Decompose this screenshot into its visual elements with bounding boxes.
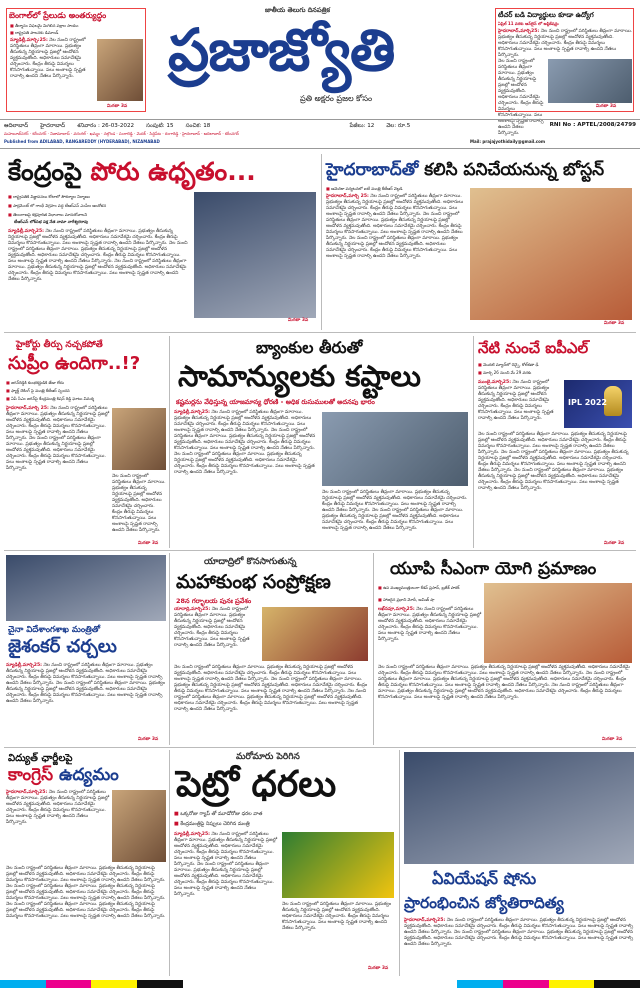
- story-ipl[interactable]: [476, 336, 636, 548]
- column-divider-4: [169, 553, 170, 745]
- story8-text-2: నెల నుంచి రాష్ట్రంలో పరిస్థితులు తీవ్రంగా మారాయి. ప్రభుత్వం తీసుకున్న నిర్ణయాలపై ప్రజల్లో ఆందోళన వ్యక్తమవుతోంది. అధికారులు సమావేశమై చర్చించారు. కేంద్రం తీరుపై విమర్శలు కొనసాగుతున్నాయి. పలు అంశాలపై స్పష్టత రావాల్సి ఉందని నేతలు పేర్కొన్నారు.: [6, 866, 166, 883]
- lead-text-3: నెల నుంచి రాష్ట్రంలో పరిస్థితులు తీవ్రంగా మారాయి. ప్రభుత్వం తీసుకున్న నిర్ణయాలపై ప్రజల్లో ఆందోళన వ్యక్తమవుతోంది. అధికారులు సమావేశమై చర్చించారు. కేంద్రం తీరుపై విమర్శలు కొనసాగుతున్నాయి. పలు అంశాలపై స్పష్టత రావాల్సి ఉందని నేతలు పేర్కొన్నారు.: [174, 452, 315, 475]
- ipl-byline: ముంబై,మార్చి25:: [478, 380, 512, 385]
- column-divider-3: [473, 336, 474, 548]
- story8-headline-red: కాంగ్రెస్: [8, 765, 54, 785]
- left-teaser-title: బెంగాల్‌లో ప్రేలుడు అంతర్యుద్ధం: [9, 11, 107, 20]
- story6-text-3: నెల నుంచి రాష్ట్రంలో పరిస్థితులు తీవ్రంగా మారాయి. ప్రభుత్వం తీసుకున్న నిర్ణయాలపై ప్రజల్లో ఆందోళన వ్యక్తమవుతోంది. అధికారులు సమావేశమై చర్చించారు. కేంద్రం తీరుపై విమర్శలు కొనసాగుతున్నాయి. పలు అంశాలపై స్పష్టత రావాల్సి ఉందని నేతలు పేర్కొన్నారు.: [174, 677, 368, 694]
- story3-headline: సుప్రీం ఉందిగా..!?: [8, 353, 141, 374]
- ipl-more[interactable]: మిగతా 3వ: [604, 541, 625, 546]
- story1-bullet-2: ■ పార్లమెంట్ లో గాంధీ విగ్రహం వద్ద టీఆర్ఎస్ ఎంపీల ఆందోళన: [8, 203, 188, 208]
- story5-text-2: నెల నుంచి రాష్ట్రంలో పరిస్థితులు తీవ్రంగా మారాయి. ప్రభుత్వం తీసుకున్న నిర్ణయాలపై ప్రజల్లో ఆందోళన వ్యక్తమవుతోంది. అధికారులు సమావేశమై చర్చించారు. కేంద్రం తీరుపై విమర్శలు కొనసాగుతున్నాయి. పలు అంశాలపై స్పష్టత రావాల్సి ఉందని నేతలు పేర్కొన్నారు.: [6, 681, 166, 704]
- story3-body: [6, 406, 110, 540]
- story3-text-2: నెల నుంచి రాష్ట్రంలో పరిస్థితులు తీవ్రంగా మారాయి. ప్రభుత్వం తీసుకున్న నిర్ణయాలపై ప్రజల్లో ఆందోళన వ్యక్తమవుతోంది. అధికారులు సమావేశమై చర్చించారు. కేంద్రం తీరుపై విమర్శలు కొనసాగుతున్నాయి. పలు అంశాలపై స్పష్టత రావాల్సి ఉందని నేతలు పేర్కొన్నారు.: [6, 436, 106, 471]
- column-divider-6: [169, 750, 170, 976]
- petro-bullet-2: ■ కేంద్రమంత్రిపై నిప్పులు చెరిగిన మంత్రి: [174, 822, 394, 827]
- right-teaser-sub: ఏప్రిల్ 11 వరకు ఆన్‌లైన్ లో అప్లికేషన్లు: [498, 21, 559, 26]
- story5-kicker: చైనా విదేశాంగశాఖ మంత్రితో: [8, 625, 101, 635]
- story3-bullet-2: ■ ఫ్యాక్ట్ చెకింగ్‌ పై మంత్రి కేటీఆర్ స్పందన: [6, 388, 166, 393]
- ipl-logo: [564, 380, 632, 428]
- story7-bullet-2: ■ హాజరైన ప్రధాని మోదీ, అమిత్ షా: [378, 597, 482, 602]
- dateline-bar: [0, 119, 640, 149]
- column-divider-2: [169, 336, 170, 548]
- lead-body: [174, 410, 318, 542]
- story6-photo: [262, 607, 368, 661]
- petro-bullet-1: ■ ఒక్కరోజు గ్యాప్ తో మూడోరోజు ధరల వాత: [174, 812, 394, 817]
- story-boston[interactable]: [324, 152, 636, 330]
- ipl-text-2: నెల నుంచి రాష్ట్రంలో పరిస్థితులు తీవ్రంగా మారాయి. ప్రభుత్వం తీసుకున్న నిర్ణయాలపై ప్రజల్లో ఆందోళన వ్యక్తమవుతోంది. అధికారులు సమావేశమై చర్చించారు. కేంద్రం తీరుపై విమర్శలు కొనసాగుతున్నాయి. పలు అంశాలపై స్పష్టత రావాల్సి ఉందని నేతలు పేర్కొన్నారు.: [478, 432, 627, 455]
- story7-byline: లఖ్‌నవూ,మార్చి25:: [378, 607, 415, 612]
- ipl-bullet-2: ■ మార్చి 26 నుంచి మే 29 వరకు: [478, 370, 634, 375]
- petro-body: [174, 832, 278, 964]
- aviation-headline-top: ఏవియేషన్ షోను: [432, 869, 537, 888]
- story2-headline-blue: హైదరాబాద్‌తో: [326, 160, 419, 180]
- aviation-byline: హైదరాబాద్,మార్చి25:: [404, 918, 446, 923]
- story5-more[interactable]: మిగతా 3వ: [138, 737, 159, 742]
- story1-text: నెల నుంచి రాష్ట్రంలో పరిస్థితులు తీవ్రంగా మారాయి. ప్రభుత్వం తీసుకున్న నిర్ణయాలపై ప్రజల్లో ఆందోళన వ్యక్తమవుతోంది. అధికారులు సమావేశమై చర్చించారు. కేంద్రం తీరుపై విమర్శలు కొనసాగుతున్నాయి. పలు అంశాలపై స్పష్టత రావాల్సి ఉందని నేతలు పేర్కొన్నారు.: [8, 229, 178, 246]
- row-divider-2: [4, 550, 636, 551]
- story7-text-3: నెల నుంచి రాష్ట్రంలో పరిస్థితులు తీవ్రంగా మారాయి. ప్రభుత్వం తీసుకున్న నిర్ణయాలపై ప్రజల్లో ఆందోళన వ్యక్తమవుతోంది. అధికారులు సమావేశమై చర్చించారు. కేంద్రం తీరుపై విమర్శలు కొనసాగుతున్నాయి. పలు అంశాలపై స్పష్టత రావాల్సి ఉందని నేతలు పేర్కొన్నారు.: [378, 671, 627, 688]
- story3-more[interactable]: మిగతా 3వ: [138, 541, 159, 546]
- story6-byline: యాదాద్రి,మార్చి25:: [174, 607, 211, 612]
- story1-byline: న్యూఢిల్లీ,మార్చి25:: [8, 229, 44, 234]
- story-congress[interactable]: [4, 750, 168, 976]
- story8-headline: [8, 764, 119, 786]
- story1-text-2: నెల నుంచి రాష్ట్రంలో పరిస్థితులు తీవ్రంగా మారాయి. ప్రభుత్వం తీసుకున్న నిర్ణయాలపై ప్రజల్లో ఆందోళన వ్యక్తమవుతోంది. అధికారులు సమావేశమై చర్చించారు. కేంద్రం తీరుపై విమర్శలు కొనసాగుతున్నాయి. పలు అంశాలపై స్పష్టత రావాల్సి ఉందని నేతలు పేర్కొన్నారు.: [8, 241, 188, 264]
- story7-text: నెల నుంచి రాష్ట్రంలో పరిస్థితులు తీవ్రంగా మారాయి. ప్రభుత్వం తీసుకున్న నిర్ణయాలపై ప్రజల్లో ఆందోళన వ్యక్తమవుతోంది. అధికారులు సమావేశమై చర్చించారు. కేంద్రం తీరుపై విమర్శలు కొనసాగుతున్నాయి. పలు అంశాలపై స్పష్టత రావాల్సి ఉందని నేతలు పేర్కొన్నారు.: [378, 607, 482, 642]
- story2-photo: [470, 188, 632, 320]
- story1-headline: [8, 156, 256, 188]
- story7-text-4: నెల నుంచి రాష్ట్రంలో పరిస్థితులు తీవ్రంగా మారాయి. ప్రభుత్వం తీసుకున్న నిర్ణయాలపై ప్రజల్లో ఆందోళన వ్యక్తమవుతోంది. అధికారులు సమావేశమై చర్చించారు. కేంద్రం తీరుపై విమర్శలు కొనసాగుతున్నాయి. పలు అంశాలపై స్పష్టత రావాల్సి ఉందని నేతలు పేర్కొన్నారు.: [378, 683, 624, 700]
- story8-byline: హైదరాబాద్,మార్చి25:: [6, 790, 48, 795]
- story-jaishankar[interactable]: [4, 553, 168, 745]
- story3-body-2: నెల నుంచి రాష్ట్రంలో పరిస్థితులు తీవ్రంగా మారాయి. ప్రభుత్వం తీసుకున్న నిర్ణయాలపై ప్రజల్లో ఆందోళన వ్యక్తమవుతోంది. అధికారులు సమావేశమై చర్చించారు. కేంద్రం తీరుపై విమర్శలు కొనసాగుతున్నాయి. పలు అంశాలపై స్పష్టత రావాల్సి ఉందని నేతలు పేర్కొన్నారు.: [112, 474, 166, 533]
- story2-more[interactable]: మిగతా 3వ: [604, 321, 625, 326]
- story2-text-2: నెల నుంచి రాష్ట్రంలో పరిస్థితులు తీవ్రంగా మారాయి. ప్రభుత్వం తీసుకున్న నిర్ణయాలపై ప్రజల్లో ఆందోళన వ్యక్తమవుతోంది. అధికారులు సమావేశమై చర్చించారు. కేంద్రం తీరుపై విమర్శలు కొనసాగుతున్నాయి. పలు అంశాలపై స్పష్టత రావాల్సి ఉందని నేతలు పేర్కొన్నారు.: [326, 212, 463, 241]
- right-teaser-byline: హైదరాబాద్,మార్చి25:: [498, 29, 540, 34]
- column-divider-7: [399, 750, 400, 976]
- story8-text-4: నెల నుంచి రాష్ట్రంలో పరిస్థితులు తీవ్రంగా మారాయి. ప్రభుత్వం తీసుకున్న నిర్ణయాలపై ప్రజల్లో ఆందోళన వ్యక్తమవుతోంది. అధికారులు సమావేశమై చర్చించారు. కేంద్రం తీరుపై విమర్శలు కొనసాగుతున్నాయి. పలు అంశాలపై స్పష్టత రావాల్సి ఉందని నేతలు పేర్కొన్నారు.: [6, 902, 166, 919]
- petro-text-3: నెల నుంచి రాష్ట్రంలో పరిస్థితులు తీవ్రంగా మారాయి. ప్రభుత్వం తీసుకున్న నిర్ణయాలపై ప్రజల్లో ఆందోళన వ్యక్తమవుతోంది. అధికారులు సమావేశమై చర్చించారు. కేంద్రం తీరుపై విమర్శలు కొనసాగుతున్నాయి. పలు అంశాలపై స్పష్టత రావాల్సి ఉందని నేతలు పేర్కొన్నారు.: [282, 902, 392, 931]
- color-registration-strip: [0, 980, 640, 988]
- right-teaser-more[interactable]: మిగతా 3వ: [596, 104, 617, 109]
- story6-text-2: నెల నుంచి రాష్ట్రంలో పరిస్థితులు తీవ్రంగా మారాయి. ప్రభుత్వం తీసుకున్న నిర్ణయాలపై ప్రజల్లో ఆందోళన వ్యక్తమవుతోంది. అధికారులు సమావేశమై చర్చించారు. కేంద్రం తీరుపై విమర్శలు కొనసాగుతున్నాయి. పలు అంశాలపై స్పష్టత రావాల్సి ఉందని నేతలు పేర్కొన్నారు.: [174, 665, 357, 682]
- story2-text-3: నెల నుంచి రాష్ట్రంలో పరిస్థితులు తీవ్రంగా మారాయి. ప్రభుత్వం తీసుకున్న నిర్ణయాలపై ప్రజల్లో ఆందోళన వ్యక్తమవుతోంది. అధికారులు సమావేశమై చర్చించారు. కేంద్రం తీరుపై విమర్శలు కొనసాగుతున్నాయి. పలు అంశాలపై స్పష్టత రావాల్సి ఉందని నేతలు పేర్కొన్నారు.: [326, 236, 458, 259]
- petro-byline: న్యూఢిల్లీ,మార్చి25:: [174, 832, 210, 837]
- story-banks[interactable]: [172, 336, 472, 548]
- column-divider: [321, 154, 322, 330]
- slogan: ప్రతి అక్షరం ప్రజల కోసం: [300, 94, 373, 103]
- story3-kicker: హైకోర్టు తీర్పు నచ్చకపోతే: [16, 340, 103, 350]
- lead-photo: [322, 412, 468, 486]
- lead-kicker: బ్యాంకుల తీరుతో: [256, 338, 363, 357]
- story-kendrampai[interactable]: [4, 152, 320, 330]
- lead-text-4: నెల నుంచి రాష్ట్రంలో పరిస్థితులు తీవ్రంగా మారాయి. ప్రభుత్వం తీసుకున్న నిర్ణయాలపై ప్రజల్లో ఆందోళన వ్యక్తమవుతోంది. అధికారులు సమావేశమై చర్చించారు. కేంద్రం తీరుపై విమర్శలు కొనసాగుతున్నాయి. పలు అంశాలపై స్పష్టత రావాల్సి ఉందని నేతలు పేర్కొన్నారు.: [322, 490, 468, 513]
- aviation-photo: [404, 752, 634, 864]
- newspaper-logo[interactable]: ప్రజాజ్యోతి: [168, 16, 395, 84]
- story2-headline: [326, 158, 604, 182]
- right-teaser-text: నెల నుంచి రాష్ట్రంలో పరిస్థితులు తీవ్రంగా మారాయి. ప్రభుత్వం తీసుకున్న నిర్ణయాలపై ప్రజల్లో ఆందోళన వ్యక్తమవుతోంది. అధికారులు సమావేశమై చర్చించారు. కేంద్రం తీరుపై విమర్శలు కొనసాగుతున్నాయి. పలు అంశాలపై స్పష్టత రావాల్సి ఉందని నేతలు పేర్కొన్నారు.: [498, 29, 633, 58]
- dateline-editions: మహబూబ్‌నగర్ · కరీంనగర్ · నిజామాబాద్ · వరంగల్ · ఖమ్మం · నల్గొండ · సంగారెడ్డి · మెదక్ · సిద్దిపేట · రంగారెడ్డి · హైదరాబాద్ · ఆదిలాబాద్ · కరీంనగర్: [4, 131, 239, 136]
- dateline-date: శనివారం : 26-03-2022: [77, 123, 135, 129]
- petro-kicker: మరోమారు పెరిగిన: [236, 752, 300, 762]
- story3-photo: [112, 408, 166, 470]
- story7-text-2: నెల నుంచి రాష్ట్రంలో పరిస్థితులు తీవ్రంగా మారాయి. ప్రభుత్వం తీసుకున్న నిర్ణయాలపై ప్రజల్లో ఆందోళన వ్యక్తమవుతోంది. అధికారులు సమావేశమై చర్చించారు. కేంద్రం తీరుపై విమర్శలు కొనసాగుతున్నాయి. పలు అంశాలపై స్పష్టత రావాల్సి ఉందని నేతలు పేర్కొన్నారు.: [378, 665, 630, 676]
- story1-bullet-4: టీఆర్ఎస్ లోక్‌సభ పక్ష నేత నామా నాగేశ్వరరావు: [14, 219, 89, 224]
- story8-text-3: నెల నుంచి రాష్ట్రంలో పరిస్థితులు తీవ్రంగా మారాయి. ప్రభుత్వం తీసుకున్న నిర్ణయాలపై ప్రజల్లో ఆందోళన వ్యక్తమవుతోంది. అధికారులు సమావేశమై చర్చించారు. కేంద్రం తీరుపై విమర్శలు కొనసాగుతున్నాయి. పలు అంశాలపై స్పష్టత రావాల్సి ఉందని నేతలు పేర్కొన్నారు.: [6, 884, 166, 901]
- ipl-text-4: నెల నుంచి రాష్ట్రంలో పరిస్థితులు తీవ్రంగా మారాయి. ప్రభుత్వం తీసుకున్న నిర్ణయాలపై ప్రజల్లో ఆందోళన వ్యక్తమవుతోంది. అధికారులు సమావేశమై చర్చించారు. కేంద్రం తీరుపై విమర్శలు కొనసాగుతున్నాయి. పలు అంశాలపై స్పష్టత రావాల్సి ఉందని నేతలు పేర్కొన్నారు.: [478, 468, 624, 491]
- story7-photo: [484, 583, 632, 663]
- lead-body-2: [322, 490, 468, 540]
- left-teaser-line-2: ■ రాష్ట్రపతి పాలనకు డిమాండ్: [10, 30, 144, 35]
- ipl-headline: నేటి నుంచే ఐపీఎల్: [478, 339, 589, 357]
- story5-photo: [6, 555, 166, 621]
- dateline-city-1: ఆదిలాబాద్: [4, 123, 29, 129]
- story5-text: నెల నుంచి రాష్ట్రంలో పరిస్థితులు తీవ్రంగా మారాయి. ప్రభుత్వం తీసుకున్న నిర్ణయాలపై ప్రజల్లో ఆందోళన వ్యక్తమవుతోంది. అధికారులు సమావేశమై చర్చించారు. కేంద్రం తీరుపై విమర్శలు కొనసాగుతున్నాయి. పలు అంశాలపై స్పష్టత రావాల్సి ఉందని నేతలు పేర్కొన్నారు.: [6, 663, 163, 686]
- right-teaser-body-2: నెల నుంచి రాష్ట్రంలో పరిస్థితులు తీవ్రంగా మారాయి. ప్రభుత్వం తీసుకున్న నిర్ణయాలపై ప్రజల్లో ఆందోళన వ్యక్తమవుతోంది. అధికారులు సమావేశమై చర్చించారు. కేంద్రం తీరుపై విమర్శలు కొనసాగుతున్నాయి. పలు అంశాలపై స్పష్టత రావాల్సి ఉందని నేతలు పేర్కొన్నారు.: [498, 59, 544, 136]
- aviation-body: [404, 918, 634, 970]
- ipl-text: నెల నుంచి రాష్ట్రంలో పరిస్థితులు తీవ్రంగా మారాయి. ప్రభుత్వం తీసుకున్న నిర్ణయాలపై ప్రజల్లో ఆందోళన వ్యక్తమవుతోంది. అధికారులు సమావేశమై చర్చించారు. కేంద్రం తీరుపై విమర్శలు కొనసాగుతున్నాయి. పలు అంశాలపై స్పష్టత రావాల్సి ఉందని నేతలు పేర్కొన్నారు.: [478, 380, 554, 421]
- story6-sub: 28న గర్భాలయ పునః ప్రవేశం: [176, 597, 252, 605]
- story3-byline: హైదరాబాద్,మార్చి 25:: [6, 406, 49, 411]
- left-teaser-photo: [97, 39, 143, 101]
- story5-body: [6, 663, 166, 737]
- story1-bullet-3: ■ తెలంగాణపై కక్షపూరిత విధానాలు మానుకోవాలని: [8, 212, 188, 217]
- left-teaser-text: నెల నుంచి రాష్ట్రంలో పరిస్థితులు తీవ్రంగా మారాయి. ప్రభుత్వం తీసుకున్న నిర్ణయాలపై ప్రజల్లో ఆందోళన వ్యక్తమవుతోంది. అధికారులు సమావేశమై చర్చించారు. కేంద్రం తీరుపై విమర్శలు కొనసాగుతున్నాయి. పలు అంశాలపై స్పష్టత రావాల్సి ఉందని నేతలు పేర్కొన్నారు.: [10, 38, 86, 79]
- lead-text: నెల నుంచి రాష్ట్రంలో పరిస్థితులు తీవ్రంగా మారాయి. ప్రభుత్వం తీసుకున్న నిర్ణయాలపై ప్రజల్లో ఆందోళన వ్యక్తమవుతోంది. అధికారులు సమావేశమై చర్చించారు. కేంద్రం తీరుపై విమర్శలు కొనసాగుతున్నాయి. పలు అంశాలపై స్పష్టత రావాల్సి ఉందని నేతలు పేర్కొన్నారు.: [174, 410, 312, 433]
- story2-body: [326, 194, 466, 324]
- tagline: జాతీయ తెలుగు దినపత్రిక: [265, 6, 330, 14]
- story7-body-2: [378, 665, 632, 737]
- story6-body: [174, 607, 258, 661]
- story6-kicker: యాదాద్రిలో కొనసాగుతున్న: [204, 557, 297, 567]
- ipl-text-3: నెల నుంచి రాష్ట్రంలో పరిస్థితులు తీవ్రంగా మారాయి. ప్రభుత్వం తీసుకున్న నిర్ణయాలపై ప్రజల్లో ఆందోళన వ్యక్తమవుతోంది. అధికారులు సమావేశమై చర్చించారు. కేంద్రం తీరుపై విమర్శలు కొనసాగుతున్నాయి. పలు అంశాలపై స్పష్టత రావాల్సి ఉందని నేతలు పేర్కొన్నారు.: [478, 450, 629, 473]
- story7-headline: యూపి సీఎంగా యోగి ప్రమాణం: [390, 559, 597, 579]
- petro-text: నెల నుంచి రాష్ట్రంలో పరిస్థితులు తీవ్రంగా మారాయి. ప్రభుత్వం తీసుకున్న నిర్ణయాలపై ప్రజల్లో ఆందోళన వ్యక్తమవుతోంది. అధికారులు సమావేశమై చర్చించారు. కేంద్రం తీరుపై విమర్శలు కొనసాగుతున్నాయి. పలు అంశాలపై స్పష్టత రావాల్సి ఉందని నేతలు పేర్కొన్నారు.: [174, 832, 278, 867]
- lead-subhead: కష్టమర్లను వేధిస్తున్న యాజమాన్య ధోరణి - అధిక రుసుములతో అదనపు భారం: [176, 398, 375, 406]
- story2-text: నెల నుంచి రాష్ట్రంలో పరిస్థితులు తీవ్రంగా మారాయి. ప్రభుత్వం తీసుకున్న నిర్ణయాలపై ప్రజల్లో ఆందోళన వ్యక్తమవుతోంది. అధికారులు సమావేశమై చర్చించారు. కేంద్రం తీరుపై విమర్శలు కొనసాగుతున్నాయి. పలు అంశాలపై స్పష్టత రావాల్సి ఉందని నేతలు పేర్కొన్నారు.: [326, 194, 464, 217]
- row-divider-3: [4, 747, 636, 748]
- story5-byline: న్యూఢిల్లీ,మార్చి25:: [6, 663, 42, 668]
- aviation-text: నెల నుంచి రాష్ట్రంలో పరిస్థితులు తీవ్రంగా మారాయి. ప్రభుత్వం తీసుకున్న నిర్ణయాలపై ప్రజల్లో ఆందోళన వ్యక్తమవుతోంది. అధికారులు సమావేశమై చర్చించారు. కేంద్రం తీరుపై విమర్శలు కొనసాగుతున్నాయి. పలు అంశాలపై స్పష్టత రావాల్సి ఉందని నేతలు పేర్కొన్నారు.: [404, 918, 634, 935]
- lead-text-2: నెల నుంచి రాష్ట్రంలో పరిస్థితులు తీవ్రంగా మారాయి. ప్రభుత్వం తీసుకున్న నిర్ణయాలపై ప్రజల్లో ఆందోళన వ్యక్తమవుతోంది. అధికారులు సమావేశమై చర్చించారు. కేంద్రం తీరుపై విమర్శలు కొనసాగుతున్నాయి. పలు అంశాలపై స్పష్టత రావాల్సి ఉందని నేతలు పేర్కొన్నారు.: [174, 428, 316, 451]
- petro-body-2: [282, 902, 394, 964]
- story8-kicker: విద్యుత్ ఛార్జీలపై: [8, 753, 73, 764]
- dateline-issue: సంచిక: 18: [185, 123, 211, 129]
- story3-bullet-1: ■ జగన్‌రెడ్డికి కుంభకర్ణుడికి తేడా లేదు: [6, 380, 166, 385]
- left-teaser-more[interactable]: మిగతా 3వ: [107, 104, 128, 109]
- right-teaser-photo: [548, 59, 632, 103]
- story2-headline-black: కలిసి పనిచేయనున్న బోస్టన్: [424, 160, 605, 180]
- petro-text-2: నెల నుంచి రాష్ట్రంలో పరిస్థితులు తీవ్రంగా మారాయి. ప్రభుత్వం తీసుకున్న నిర్ణయాలపై ప్రజల్లో ఆందోళన వ్యక్తమవుతోంది. అధికారులు సమావేశమై చర్చించారు. కేంద్రం తీరుపై విమర్శలు కొనసాగుతున్నాయి. పలు అంశాలపై స్పష్టత రావాల్సి ఉందని నేతలు పేర్కొన్నారు.: [174, 862, 274, 897]
- story1-more[interactable]: మిగతా 3వ: [288, 318, 309, 323]
- aviation-headline-bottom: ప్రారంభించిన జ్యోతిరాదిత్య: [404, 894, 564, 912]
- story-petrol[interactable]: [172, 750, 398, 976]
- story-yogi[interactable]: [376, 553, 636, 745]
- ipl-body: [478, 380, 560, 428]
- dateline-email[interactable]: Mail: prajajyothidaily@gmail.com: [470, 139, 546, 144]
- petro-more[interactable]: మిగతా 3వ: [368, 966, 389, 971]
- story6-body-2: [174, 665, 368, 737]
- dateline-published: Published from ADILABAD, RANGAREDDY (HYDERABAD), NIZAMABAD: [4, 139, 160, 144]
- story1-body: [8, 229, 190, 325]
- left-teaser[interactable]: [6, 8, 146, 112]
- story8-text: నెల నుంచి రాష్ట్రంలో పరిస్థితులు తీవ్రంగా మారాయి. ప్రభుత్వం తీసుకున్న నిర్ణయాలపై ప్రజల్లో ఆందోళన వ్యక్తమవుతోంది. అధికారులు సమావేశమై చర్చించారు. కేంద్రం తీరుపై విమర్శలు కొనసాగుతున్నాయి. పలు అంశాలపై స్పష్టత రావాల్సి ఉందని నేతలు పేర్కొన్నారు.: [6, 790, 110, 825]
- story2-bullet: ■ అమెరికా పర్యటనలో ఐటీ మంత్రి కేటీఆర్ వెల్లడి: [326, 186, 486, 191]
- ipl-bullet-1: ■ మొదటి మ్యాచ్‌లో చెన్నై, కోల్‌కతా ఢీ: [478, 362, 634, 367]
- dateline-volume: సంపుటి: 15: [146, 123, 174, 129]
- story3-text: నెల నుంచి రాష్ట్రంలో పరిస్థితులు తీవ్రంగా మారాయి. ప్రభుత్వం తీసుకున్న నిర్ణయాలపై ప్రజల్లో ఆందోళన వ్యక్తమవుతోంది. అధికారులు సమావేశమై చర్చించారు. కేంద్రం తీరుపై విమర్శలు కొనసాగుతున్నాయి. పలు అంశాలపై స్పష్టత రావాల్సి ఉందని నేతలు పేర్కొన్నారు.: [6, 406, 110, 441]
- story-yadadri[interactable]: [172, 553, 372, 745]
- fuel-pump-graphic: [282, 832, 394, 898]
- story1-headline-red: పోరు ఉధృతం...: [90, 157, 256, 186]
- dateline-price: వెల: రూ.5: [386, 123, 411, 129]
- left-teaser-byline: న్యూఢిల్లీ,మార్చి:25:: [10, 38, 48, 43]
- story7-body: [378, 607, 482, 661]
- story6-headline: మహాకుంభ సంప్రోక్షణ: [176, 571, 331, 593]
- story1-photo: [194, 192, 316, 318]
- story8-photo: [112, 790, 166, 862]
- story6-text: నెల నుంచి రాష్ట్రంలో పరిస్థితులు తీవ్రంగా మారాయి. ప్రభుత్వం తీసుకున్న నిర్ణయాలపై ప్రజల్లో ఆందోళన వ్యక్తమవుతోంది. అధికారులు సమావేశమై చర్చించారు. కేంద్రం తీరుపై విమర్శలు కొనసాగుతున్నాయి. పలు అంశాలపై స్పష్టత రావాల్సి ఉందని నేతలు పేర్కొన్నారు.: [174, 607, 250, 648]
- story1-headline-black: కేంద్రంపై: [8, 157, 82, 186]
- story1-bullet-1: ■ రాష్ట్రపతికి విజ్ఞాపనలు కోటాలో సౌకర్యాల నిర్మాణం: [8, 194, 188, 199]
- aviation-text-2: నెల నుంచి రాష్ట్రంలో పరిస్థితులు తీవ్రంగా మారాయి. ప్రభుత్వం తీసుకున్న నిర్ణయాలపై ప్రజల్లో ఆందోళన వ్యక్తమవుతోంది. అధికారులు సమావేశమై చర్చించారు. కేంద్రం తీరుపై విమర్శలు కొనసాగుతున్నాయి. పలు అంశాలపై స్పష్టత రావాల్సి ఉందని నేతలు పేర్కొన్నారు.: [404, 930, 634, 947]
- left-teaser-line-1: ■ తీర్మానం విఫలమై మిగిలిన పక్షాల సాయం: [10, 23, 144, 28]
- lead-headline: సామాన్యులకు కష్టాలు: [178, 359, 421, 393]
- right-teaser-body: [498, 29, 633, 57]
- right-teaser-title: టీచర్ బడి విద్యార్థులు కూడా ఉద్యోగ: [498, 11, 594, 19]
- row-divider-1: [4, 332, 636, 333]
- column-divider-5: [373, 553, 374, 745]
- left-teaser-body: [10, 38, 94, 110]
- story6-text-4: నెల నుంచి రాష్ట్రంలో పరిస్థితులు తీవ్రంగా మారాయి. ప్రభుత్వం తీసుకున్న నిర్ణయాలపై ప్రజల్లో ఆందోళన వ్యక్తమవుతోంది. అధికారులు సమావేశమై చర్చించారు. కేంద్రం తీరుపై విమర్శలు కొనసాగుతున్నాయి. పలు అంశాలపై స్పష్టత రావాల్సి ఉందని నేతలు పేర్కొన్నారు.: [174, 689, 367, 712]
- ipl-body-2: [478, 432, 634, 540]
- story-supreme[interactable]: [4, 336, 168, 548]
- story7-bullet-1: ■ ఉప ముఖ్యమంత్రులుగా కేశవ్ ప్రసాద్, బ్రజేశ్ పాఠక్: [378, 585, 482, 590]
- lead-text-5: నెల నుంచి రాష్ట్రంలో పరిస్థితులు తీవ్రంగా మారాయి. ప్రభుత్వం తీసుకున్న నిర్ణయాలపై ప్రజల్లో ఆందోళన వ్యక్తమవుతోంది. అధికారులు సమావేశమై చర్చించారు. కేంద్రం తీరుపై విమర్శలు కొనసాగుతున్నాయి. పలు అంశాలపై స్పష్టత రావాల్సి ఉందని నేతలు పేర్కొన్నారు.: [322, 508, 464, 531]
- story8-body: [6, 790, 110, 862]
- dateline-pages: పేజీలు: 12: [349, 123, 375, 129]
- ipl-logo-text: IPL 2022: [568, 398, 607, 407]
- story1-text-3: నెల నుంచి రాష్ట్రంలో పరిస్థితులు తీవ్రంగా మారాయి. ప్రభుత్వం తీసుకున్న నిర్ణయాలపై ప్రజల్లో ఆందోళన వ్యక్తమవుతోంది. అధికారులు సమావేశమై చర్చించారు. కేంద్రం తీరుపై విమర్శలు కొనసాగుతున్నాయి. పలు అంశాలపై స్పష్టత రావాల్సి ఉందని నేతలు పేర్కొన్నారు.: [8, 259, 187, 282]
- story8-body-2: [6, 866, 166, 970]
- dateline-rni: RNI No : APTEL/2008/24799: [549, 122, 637, 128]
- story3-bullet-3: ■ ఏపీ సీఎం జగన్‌పై కేంద్రమంత్రి కిషన్ రెడ్డి ఘాటు విమర్శ: [6, 396, 166, 401]
- story7-more[interactable]: మిగతా 3వ: [602, 737, 623, 742]
- dateline-row: [4, 122, 636, 130]
- dateline-city-2: హైదరాబాద్: [40, 123, 66, 129]
- lead-byline: న్యూఢిల్లీ,మార్చి25:: [174, 410, 210, 415]
- story5-headline: జైశంకర్ చర్చలు: [8, 636, 117, 657]
- story8-headline-blue: ఉద్యమం: [58, 765, 119, 785]
- story-aviation[interactable]: [402, 750, 636, 976]
- petro-headline: పెట్రో ధరలు: [176, 764, 337, 805]
- story2-byline: హైదరాబాద్,మార్చి 25:: [326, 194, 369, 199]
